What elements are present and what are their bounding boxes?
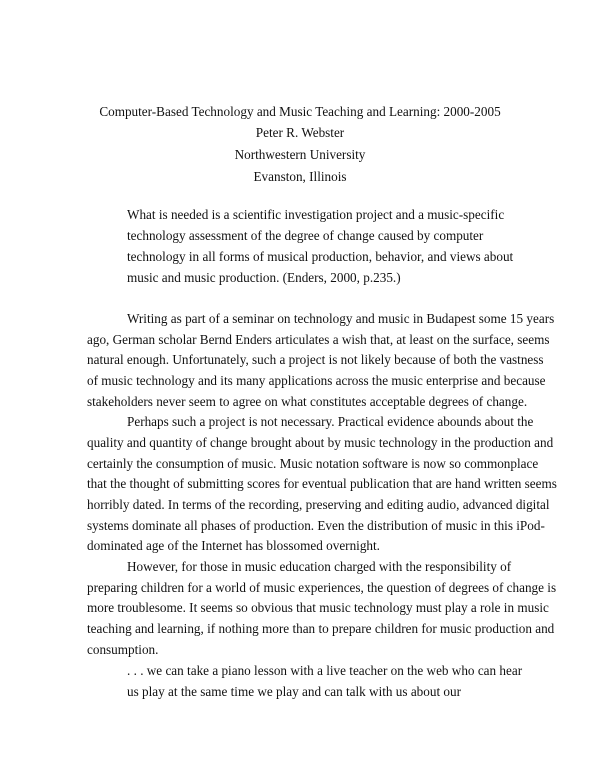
body-line: Writing as part of a seminar on technology and music in Budapest some 15 years xyxy=(127,311,555,326)
epigraph-line: technology assessment of the degree of change caused by computer xyxy=(127,228,484,243)
body-line: quality and quantity of change brought about by music technology in the production and xyxy=(87,435,554,450)
author-name: Peter R. Webster xyxy=(255,125,345,140)
body-line: more troublesome. It seems so obvious that music technology must play a role in music xyxy=(87,600,549,615)
body-line: stakeholders never seem to agree on what constitutes acceptable degrees of change. xyxy=(87,394,528,409)
epigraph-line: What is needed is a scientific investigation project and a music-specific xyxy=(127,207,505,222)
body-line: However, for those in music education charged with the responsibility of xyxy=(127,559,512,574)
body-line: teaching and learning, if nothing more than to prepare children for music production and xyxy=(87,621,555,636)
body-line: preparing children for a world of music experiences, the question of degrees of change is xyxy=(87,580,557,595)
quote-line: . . . we can take a piano lesson with a live teacher on the web who can hear xyxy=(127,663,523,678)
body-line: certainly the consumption of music. Music notation software is now so commonplace xyxy=(87,456,539,471)
body-line: horribly dated. In terms of the recording, preserving and editing audio, advanced digital xyxy=(87,497,550,512)
quote-line: us play at the same time we play and can talk with us about our xyxy=(127,684,461,699)
epigraph-line: technology in all forms of musical production, behavior, and views about xyxy=(127,249,514,264)
body-line: ago, German scholar Bernd Enders articulates a wish that, at least on the surface, seems xyxy=(87,332,550,347)
body-line: consumption. xyxy=(87,642,159,657)
body-line: of music technology and its many applications across the music enterprise and because xyxy=(87,373,546,388)
document-title: Computer-Based Technology and Music Teaching and Learning: 2000-2005 xyxy=(99,104,501,119)
body-line: dominated age of the Internet has blossomed overnight. xyxy=(87,538,380,553)
body-line: that the thought of submitting scores for eventual publication that are hand written seems xyxy=(87,476,557,491)
author-location: Evanston, Illinois xyxy=(253,169,347,184)
body-line: Perhaps such a project is not necessary. Practical evidence abounds about the xyxy=(127,414,534,429)
body-line: systems dominate all phases of production. Even the distribution of music in this iPod- xyxy=(87,518,545,533)
body-line: natural enough. Unfortunately, such a project is not likely because of both the vastness xyxy=(87,352,544,367)
epigraph-line: music and music production. (Enders, 2000, p.235.) xyxy=(127,270,401,285)
author-institution: Northwestern University xyxy=(234,147,366,162)
